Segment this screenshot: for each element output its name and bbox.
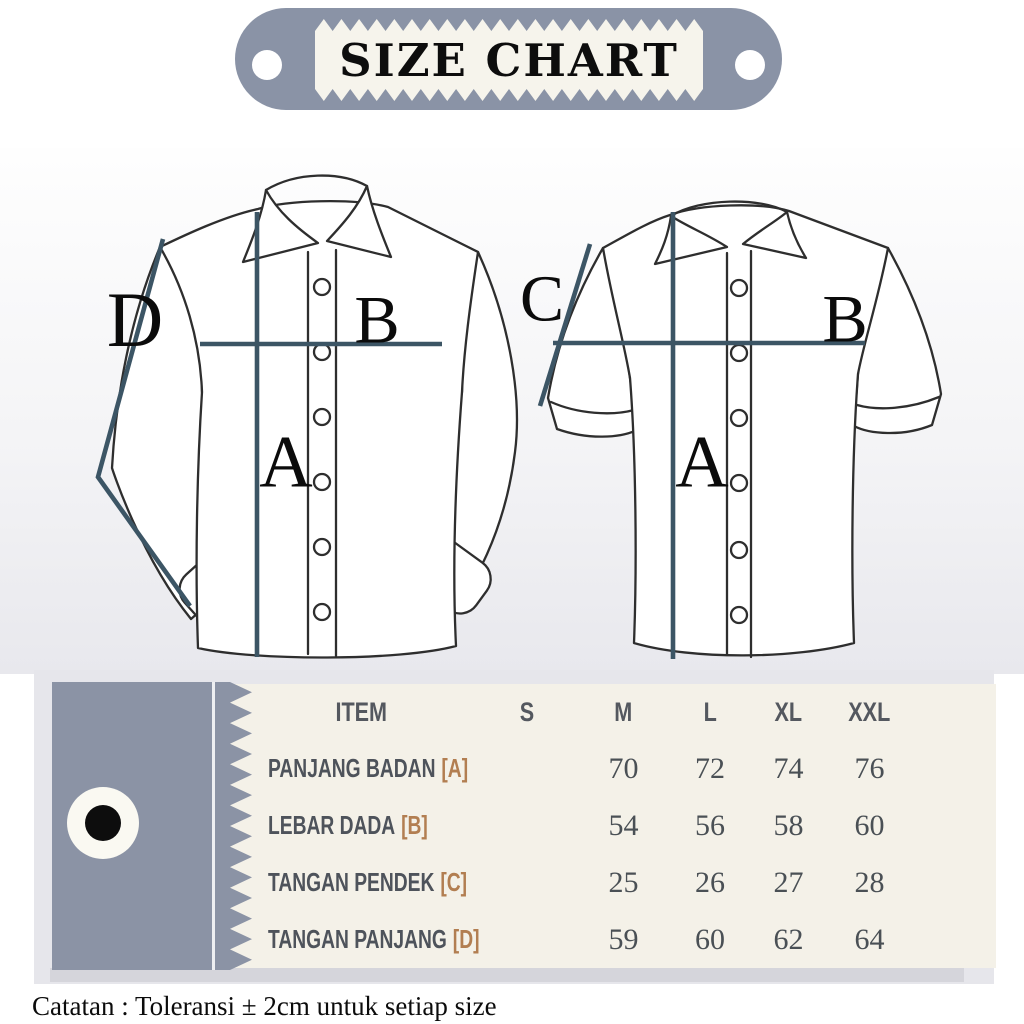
table-header-xxl: XXL xyxy=(848,696,891,727)
table-cell: 70 xyxy=(608,751,639,785)
table-cell: 59 xyxy=(608,922,639,956)
table-cell: 72 xyxy=(695,751,725,785)
eyelet-icon xyxy=(67,787,139,859)
panel-shadow xyxy=(50,968,964,982)
marker-b-left-label: B xyxy=(354,281,400,358)
table-cell: 76 xyxy=(854,751,885,785)
eyelet-hole-icon xyxy=(85,805,121,841)
marker-c-label: C xyxy=(519,262,565,336)
table-row-label: TANGAN PANJANG [D] xyxy=(268,924,480,954)
tag-stitch-line xyxy=(212,682,215,970)
table-cell xyxy=(477,854,577,911)
table-cell: 27 xyxy=(773,865,804,899)
page-title: SIZE CHART xyxy=(339,33,679,87)
table-row-label: TANGAN PENDEK [C] xyxy=(268,867,468,897)
table-cell: 28 xyxy=(854,865,885,899)
size-table xyxy=(222,684,964,968)
table-header-m: M xyxy=(614,696,633,727)
table-cell xyxy=(477,797,577,854)
table-cell: 25 xyxy=(608,865,639,899)
marker-b-right-label: B xyxy=(822,280,868,357)
table-cell: 60 xyxy=(695,922,725,956)
table-cell: 54 xyxy=(608,808,639,842)
table-header-item: ITEM xyxy=(335,696,388,727)
table-cell: 62 xyxy=(773,922,804,956)
table-cell: 74 xyxy=(773,751,804,785)
size-table-panel xyxy=(34,670,994,984)
marker-a-right-label: A xyxy=(675,421,729,504)
table-header-s: S xyxy=(519,696,535,727)
table-row-label: LEBAR DADA [B] xyxy=(268,810,428,840)
table-row-label: PANJANG BADAN [A] xyxy=(268,753,469,783)
table-cell: 64 xyxy=(854,922,885,956)
table-cell: 58 xyxy=(773,808,804,842)
table-cell: 26 xyxy=(695,865,725,899)
table-header-l: L xyxy=(703,696,717,727)
tolerance-note: Catatan : Toleransi ± 2cm untuk setiap size xyxy=(32,991,497,1021)
marker-a-left-label: A xyxy=(259,421,313,504)
table-side-tag xyxy=(52,682,230,970)
table-header-xl: XL xyxy=(774,696,803,727)
table-cell xyxy=(477,740,577,797)
table-cell: 56 xyxy=(695,808,725,842)
table-cell: 60 xyxy=(854,808,885,842)
table-cell xyxy=(477,911,577,968)
marker-d-label: D xyxy=(106,276,164,364)
short-sleeve-shirt xyxy=(548,202,941,657)
